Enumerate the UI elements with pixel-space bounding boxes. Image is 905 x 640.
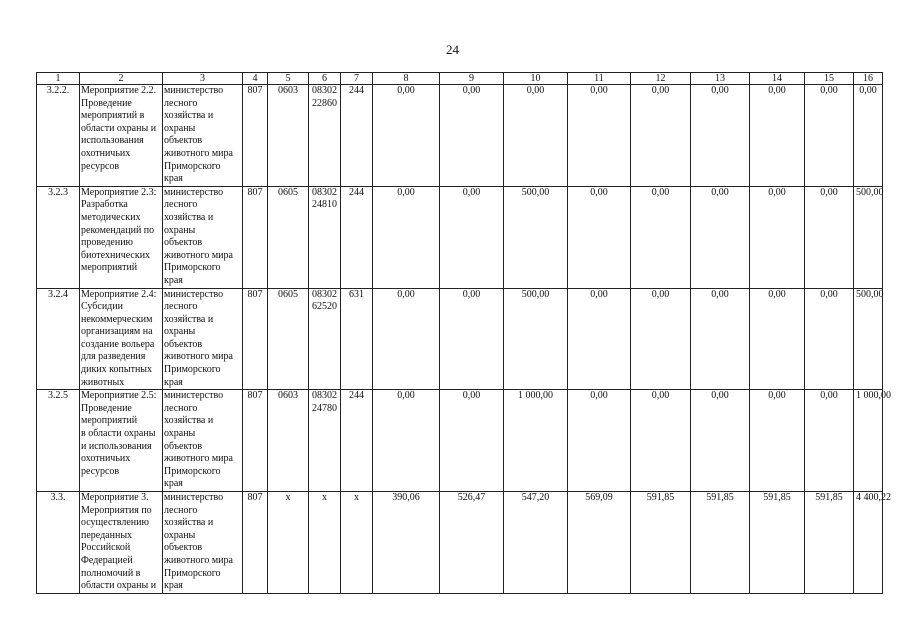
header-cell: 7 <box>341 73 373 85</box>
value-cell: 500,00 <box>504 288 568 390</box>
value-cell: 1 000,00 <box>504 390 568 492</box>
header-cell: 15 <box>805 73 854 85</box>
value-cell: 591,85 <box>750 492 805 594</box>
value-cell: 0,00 <box>568 390 631 492</box>
value-cell: 0,00 <box>373 288 440 390</box>
table-row <box>37 288 883 390</box>
total-cell: 0,00 <box>854 85 883 187</box>
header-cell: 6 <box>309 73 341 85</box>
value-cell: 0,00 <box>373 186 440 288</box>
activity-name: Мероприятие 2.4: Субсидии некоммерческим организациям на создание вольера для разведения диких копытных животных <box>80 288 163 390</box>
header-cell: 1 <box>37 73 80 85</box>
value-cell: 0,00 <box>750 85 805 187</box>
total-cell: 1 000,00 <box>854 390 883 492</box>
header-cell: 9 <box>440 73 504 85</box>
value-cell: 569,09 <box>568 492 631 594</box>
grbs-code: 807 <box>243 186 268 288</box>
table-row <box>37 85 883 187</box>
target-article-code: 08302 22860 <box>309 85 341 187</box>
responsible-org: министерство лесного хозяйства и охраны объектов животного мира Приморского края <box>163 492 243 594</box>
value-cell: 591,85 <box>631 492 691 594</box>
value-cell: 0,00 <box>805 186 854 288</box>
value-cell: 0,00 <box>631 390 691 492</box>
header-cell: 5 <box>268 73 309 85</box>
total-cell: 500,00 <box>854 186 883 288</box>
section-code: х <box>268 492 309 594</box>
value-cell: 0,00 <box>691 186 750 288</box>
responsible-org: министерство лесного хозяйства и охраны объектов животного мира Приморского края <box>163 85 243 187</box>
row-number: 3.2.2. <box>37 85 80 187</box>
row-number: 3.3. <box>37 492 80 594</box>
value-cell: 0,00 <box>805 390 854 492</box>
header-cell: 10 <box>504 73 568 85</box>
value-cell: 0,00 <box>750 390 805 492</box>
header-cell: 4 <box>243 73 268 85</box>
responsible-org: министерство лесного хозяйства и охраны объектов животного мира Приморского края <box>163 288 243 390</box>
header-cell: 13 <box>691 73 750 85</box>
table-row <box>37 186 883 288</box>
value-cell: 0,00 <box>440 288 504 390</box>
row-number: 3.2.5 <box>37 390 80 492</box>
value-cell: 0,00 <box>504 85 568 187</box>
row-number: 3.2.3 <box>37 186 80 288</box>
value-cell: 547,20 <box>504 492 568 594</box>
value-cell: 500,00 <box>504 186 568 288</box>
header-row <box>37 73 883 85</box>
responsible-org: министерство лесного хозяйства и охраны объектов животного мира Приморского края <box>163 390 243 492</box>
value-cell: 591,85 <box>805 492 854 594</box>
budget-table <box>36 72 891 594</box>
target-article-code: 08302 24810 <box>309 186 341 288</box>
table-row <box>37 492 883 594</box>
value-cell: 591,85 <box>691 492 750 594</box>
value-cell: 0,00 <box>373 85 440 187</box>
value-cell: 0,00 <box>440 186 504 288</box>
value-cell: 0,00 <box>373 390 440 492</box>
value-cell: 526,47 <box>440 492 504 594</box>
grbs-code: 807 <box>243 492 268 594</box>
value-cell: 0,00 <box>805 288 854 390</box>
activity-name: Мероприятие 2.2. Проведение мероприятий в области охраны и использования охотничьих ресурсов <box>80 85 163 187</box>
target-article-code: 08302 24780 <box>309 390 341 492</box>
activity-name: Мероприятие 2.3: Разработка методических рекомендаций по проведению биотехнических мероприятий <box>80 186 163 288</box>
activity-name: Мероприятие 2.5: Проведение мероприятий в области охраны и использования охотничьих ресурсов <box>80 390 163 492</box>
grbs-code: 807 <box>243 288 268 390</box>
value-cell: 0,00 <box>631 186 691 288</box>
value-cell: 390,06 <box>373 492 440 594</box>
total-cell: 500,00 <box>854 288 883 390</box>
target-article-code: х <box>309 492 341 594</box>
header-cell: 8 <box>373 73 440 85</box>
table-row <box>37 390 883 492</box>
section-code: 0603 <box>268 85 309 187</box>
expense-type-code: 244 <box>341 390 373 492</box>
expense-type-code: 244 <box>341 85 373 187</box>
value-cell: 0,00 <box>631 288 691 390</box>
value-cell: 0,00 <box>805 85 854 187</box>
value-cell: 0,00 <box>631 85 691 187</box>
header-cell: 14 <box>750 73 805 85</box>
header-cell: 11 <box>568 73 631 85</box>
target-article-code: 08302 62520 <box>309 288 341 390</box>
value-cell: 0,00 <box>691 390 750 492</box>
value-cell: 0,00 <box>568 288 631 390</box>
expense-type-code: 631 <box>341 288 373 390</box>
header-cell: 3 <box>163 73 243 85</box>
expense-type-code: х <box>341 492 373 594</box>
value-cell: 0,00 <box>691 85 750 187</box>
value-cell: 0,00 <box>568 85 631 187</box>
section-code: 0605 <box>268 288 309 390</box>
grbs-code: 807 <box>243 390 268 492</box>
value-cell: 0,00 <box>691 288 750 390</box>
value-cell: 0,00 <box>440 85 504 187</box>
value-cell: 0,00 <box>568 186 631 288</box>
page-number: 24 <box>446 42 459 57</box>
activity-name: Мероприятие 3. Мероприятия по осуществлению переданных Российской Федерацией полномочий в области охраны и <box>80 492 163 594</box>
responsible-org: министерство лесного хозяйства и охраны объектов животного мира Приморского края <box>163 186 243 288</box>
section-code: 0605 <box>268 186 309 288</box>
header-cell: 2 <box>80 73 163 85</box>
total-cell: 4 400,22 <box>854 492 883 594</box>
expense-type-code: 244 <box>341 186 373 288</box>
header-cell: 12 <box>631 73 691 85</box>
value-cell: 0,00 <box>440 390 504 492</box>
row-number: 3.2.4 <box>37 288 80 390</box>
value-cell: 0,00 <box>750 288 805 390</box>
header-cell: 16 <box>854 73 883 85</box>
section-code: 0603 <box>268 390 309 492</box>
grbs-code: 807 <box>243 85 268 187</box>
value-cell: 0,00 <box>750 186 805 288</box>
